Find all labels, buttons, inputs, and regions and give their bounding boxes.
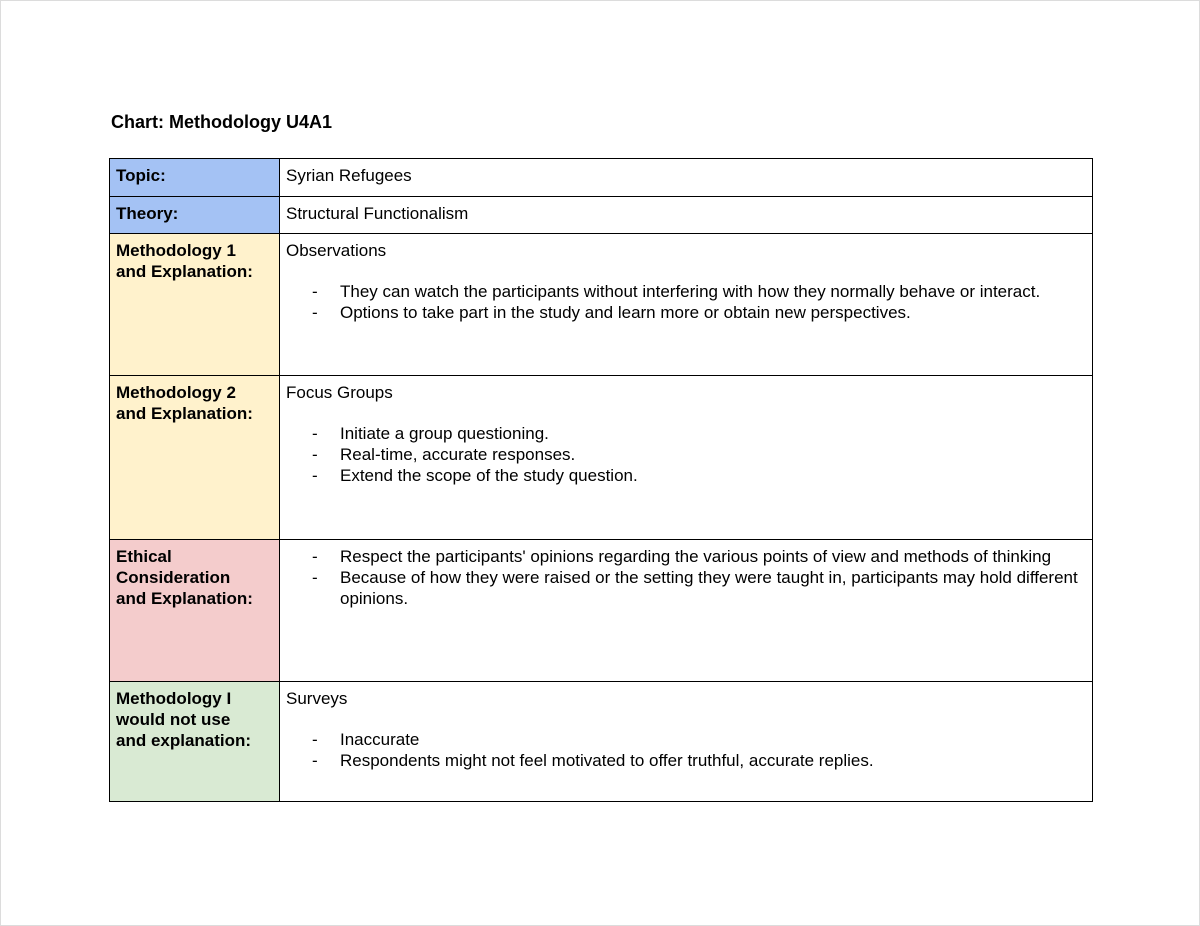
list-item: - Respondents might not feel motivated to offer truthful, accurate replies. bbox=[340, 750, 1086, 771]
methodology-1-points bbox=[286, 281, 1086, 323]
not-use-points bbox=[286, 729, 1086, 771]
content-cell-ethical-consideration bbox=[280, 540, 1093, 682]
methodology-2-points bbox=[286, 423, 1086, 486]
not-use-label-line: Methodology I bbox=[116, 689, 232, 708]
ethical-label-line: and Explanation: bbox=[116, 589, 253, 608]
content-cell-methodology-2 bbox=[280, 376, 1093, 540]
content-cell-topic bbox=[280, 159, 1093, 197]
methodology-2-heading: Focus Groups bbox=[286, 383, 393, 402]
methodology-1-label-line: Methodology 1 bbox=[116, 241, 236, 260]
list-item: - Real-time, accurate responses. bbox=[340, 444, 1086, 465]
table-row-topic bbox=[110, 159, 1093, 197]
table-row-methodology-not-used bbox=[110, 682, 1093, 802]
methodology-2-label-line: and Explanation: bbox=[116, 404, 253, 423]
label-cell-methodology-not-used bbox=[110, 682, 280, 802]
ethical-label-line: Ethical bbox=[116, 547, 172, 566]
table-row-ethical-consideration bbox=[110, 540, 1093, 682]
theory-value: Structural Functionalism bbox=[286, 204, 469, 223]
methodology-1-label-line: and Explanation: bbox=[116, 262, 253, 281]
methodology-2-label-line: Methodology 2 bbox=[116, 383, 236, 402]
methodology-1-heading: Observations bbox=[286, 241, 387, 260]
content-cell-theory bbox=[280, 197, 1093, 234]
not-use-heading: Surveys bbox=[286, 689, 348, 708]
list-item: - They can watch the participants without interfering with how they normally behave or interact. bbox=[340, 281, 1086, 302]
ethical-label-line: Consideration bbox=[116, 568, 231, 587]
label-cell-topic bbox=[110, 159, 280, 197]
content-cell-methodology-1 bbox=[280, 234, 1093, 376]
list-item: - Extend the scope of the study question. bbox=[340, 465, 1086, 486]
not-use-label-line: and explanation: bbox=[116, 731, 252, 750]
label-cell-ethical-consideration bbox=[110, 540, 280, 682]
theory-label: Theory: bbox=[116, 204, 179, 223]
methodology-chart-table bbox=[109, 158, 1093, 802]
list-item: - Inaccurate bbox=[340, 729, 1086, 750]
topic-label: Topic: bbox=[116, 166, 166, 185]
topic-value: Syrian Refugees bbox=[286, 166, 412, 185]
label-cell-methodology-1 bbox=[110, 234, 280, 376]
content-cell-methodology-not-used bbox=[280, 682, 1093, 802]
label-cell-methodology-2 bbox=[110, 376, 280, 540]
page-title: Chart: Methodology U4A1 bbox=[111, 112, 333, 132]
list-item: - Because of how they were raised or the setting they were taught in, participants may hold different opinions. bbox=[340, 567, 1086, 609]
table-row-theory bbox=[110, 197, 1093, 234]
list-item: - Initiate a group questioning. bbox=[340, 423, 1086, 444]
list-item: - Options to take part in the study and learn more or obtain new perspectives. bbox=[340, 302, 1086, 323]
table-row-methodology-1 bbox=[110, 234, 1093, 376]
label-cell-theory bbox=[110, 197, 280, 234]
list-item: - Respect the participants' opinions regarding the various points of view and methods of thinking bbox=[340, 546, 1086, 567]
ethical-points bbox=[286, 546, 1086, 609]
not-use-label-line: would not use bbox=[116, 710, 231, 729]
table-row-methodology-2 bbox=[110, 376, 1093, 540]
